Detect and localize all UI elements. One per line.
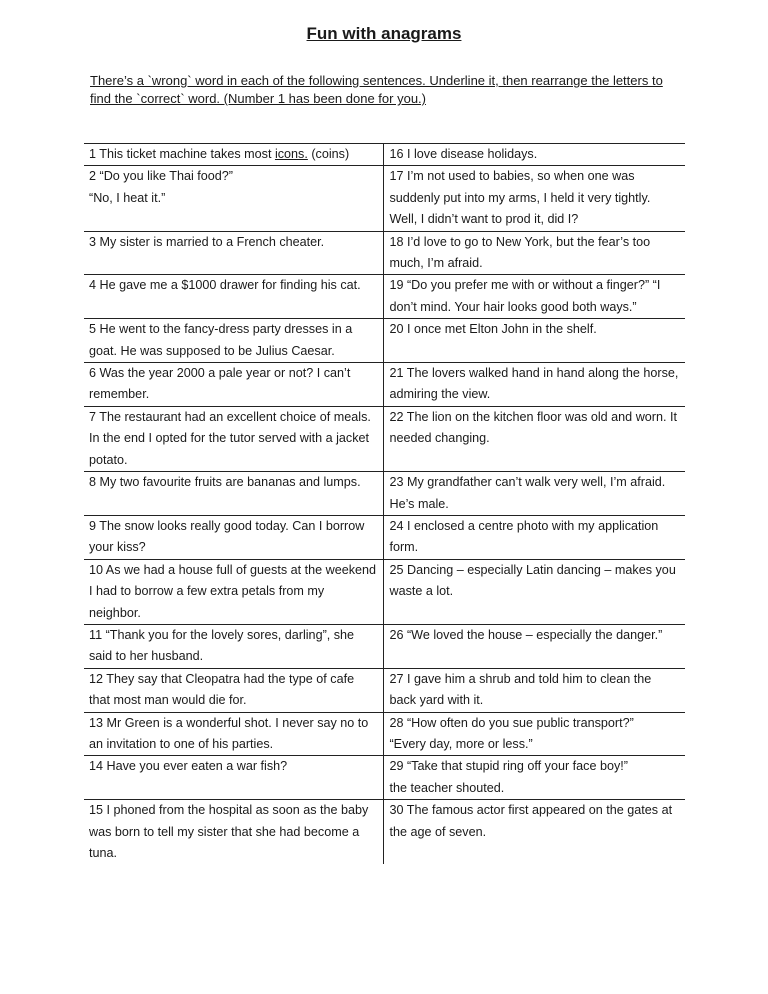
sentence-1-underlined-word: icons. — [274, 147, 308, 161]
sentence-28: 28 “How often do you sue public transport?” “Every day, more or less.” — [384, 712, 685, 756]
sentence-25: 25 Dancing – especially Latin dancing – makes you waste a lot. — [384, 559, 685, 624]
sentence-15: 15 I phoned from the hospital as soon as the baby was born to tell my sister that she had become a tuna. — [84, 800, 384, 865]
page-title: Fun with anagrams — [306, 24, 462, 43]
sentence-9: 9 The snow looks really good today. Can I borrow your kiss? — [84, 515, 384, 559]
table-row — [84, 231, 685, 275]
sentence-12: 12 They say that Cleopatra had the type of cafe that most man would die for. — [84, 668, 384, 712]
sentence-6: 6 Was the year 2000 a pale year or not? I can’t remember. — [84, 363, 384, 407]
table-row — [84, 166, 685, 231]
table-row — [84, 756, 685, 800]
table-row — [84, 275, 685, 319]
sentence-16: 16 I love disease holidays. — [384, 144, 685, 166]
sentence-3: 3 My sister is married to a French cheater. — [84, 231, 384, 275]
table-row — [84, 319, 685, 363]
table-row — [84, 668, 685, 712]
table-row — [84, 472, 685, 516]
sentence-4: 4 He gave me a $1000 drawer for finding his cat. — [84, 275, 384, 319]
sentence-5: 5 He went to the fancy-dress party dresses in a goat. He was supposed to be Julius Caesar. — [84, 319, 384, 363]
sentence-27: 27 I gave him a shrub and told him to clean the back yard with it. — [384, 668, 685, 712]
sentence-7: 7 The restaurant had an excellent choice of meals. In the end I opted for the tutor served with a jacket potato. — [84, 406, 384, 471]
anagram-table — [84, 143, 685, 864]
sentence-20: 20 I once met Elton John in the shelf. — [384, 319, 685, 363]
sentence-30: 30 The famous actor first appeared on the gates at the age of seven. — [389, 803, 673, 839]
sentence-1-before: 1 This ticket machine takes most — [89, 147, 275, 161]
sentence-13: 13 Mr Green is a wonderful shot. I never say no to an invitation to one of his parties. — [84, 712, 384, 756]
sentence-8: 8 My two favourite fruits are bananas and lumps. — [84, 472, 384, 516]
table-row — [84, 515, 685, 559]
sentence-29: 29 “Take that stupid ring off your face boy!” the teacher shouted. — [384, 756, 685, 800]
sentence-26: 26 “We loved the house – especially the danger.” — [384, 624, 685, 668]
table-row — [84, 363, 685, 407]
sentence-23: 23 My grandfather can’t walk very well, I’m afraid. He’s male. — [384, 472, 685, 516]
table-row — [84, 712, 685, 756]
sentence-24: 24 I enclosed a centre photo with my application form. — [384, 515, 685, 559]
sentence-18: 18 I’d love to go to New York, but the fear’s too much, I’m afraid. — [384, 231, 685, 275]
sentence-14: 14 Have you ever eaten a war fish? — [84, 756, 384, 800]
table-row — [84, 406, 685, 471]
sentence-11: 11 “Thank you for the lovely sores, darling”, she said to her husband. — [84, 624, 384, 668]
sentence-17: 17 I’m not used to babies, so when one was suddenly put into my arms, I held it very tightly. Well, I didn’t want to prod it, did I? — [384, 166, 685, 231]
sentence-1 — [84, 144, 384, 166]
table-row — [84, 559, 685, 624]
instructions: There’s a `wrong` word in each of the following sentences. Underline it, then rearrange the letters to find the `correct` word. (Number 1 has been done for you.) — [90, 73, 663, 106]
sentence-2: 2 “Do you like Thai food?” “No, I heat it.” — [84, 166, 384, 231]
table-row — [84, 144, 685, 166]
sentence-10: 10 As we had a house full of guests at the weekend I had to borrow a few extra petals from my neighbor. — [84, 559, 384, 624]
table-row — [84, 800, 685, 865]
sentence-21: 21 The lovers walked hand in hand along the horse, admiring the view. — [384, 363, 685, 407]
sentence-19: 19 “Do you prefer me with or without a finger?” “I don’t mind. Your hair looks good both ways.” — [384, 275, 685, 319]
table-row — [84, 624, 685, 668]
sentence-1-answer: (coins) — [307, 147, 350, 161]
sentence-22: 22 The lion on the kitchen floor was old and worn. It needed changing. — [384, 406, 685, 471]
